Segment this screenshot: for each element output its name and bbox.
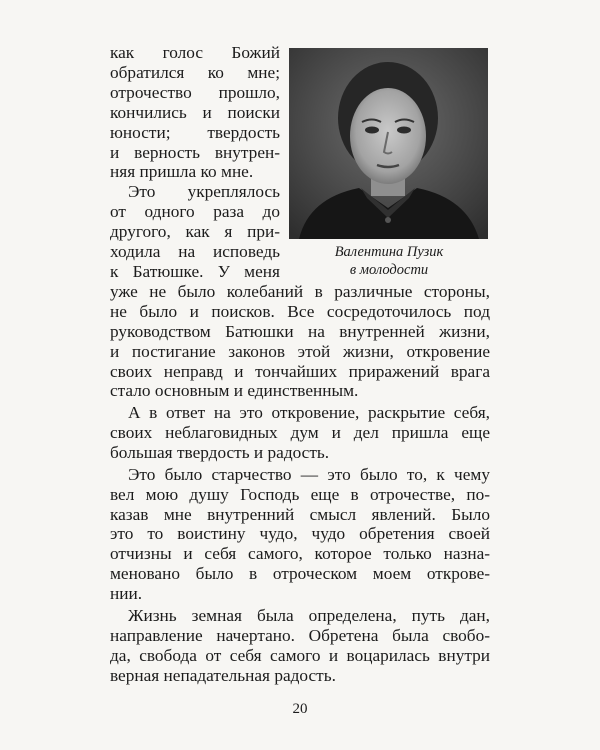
text-line: меновано было в отроческом моем открове- [110,564,490,584]
text-line: Это было старчество — это было то, к чему [128,464,490,484]
text-line: обратился ко мне; [110,62,280,82]
text-line: уже не было колебаний в различные стороны, [110,281,490,301]
text-line: руководством Батюшки на внутренней жизни, [110,321,490,341]
text-line: няя пришла ко мне. [110,162,254,182]
text-line: А в ответ на это откровение, раскрытие себя, [128,403,490,423]
text-line: стало основным и единственным. [110,381,359,401]
text-line: отрочество прошло, [110,82,280,102]
text-line: отчизны и себя самого, которое только назна- [110,544,490,564]
portrait-image [289,48,488,239]
portrait-photo [289,48,488,239]
text-line: не было и поисков. Все сосредоточилось под [110,301,490,321]
text-line: от одного раза до [110,202,280,222]
text-line: кончились и поиски [110,102,280,122]
text-line: юности; твердость [110,122,280,142]
text-line: и верность внутрен- [110,142,280,162]
text-line: ходила на исповедь [110,242,280,262]
text-line: другого, как я при- [110,222,280,242]
text-line: своих неблаговидных дум и дел пришла еще [110,423,490,443]
text-line: большая твердость и радость. [110,443,330,462]
text-line: своих неправд и тончайших приражений врага [110,361,490,381]
text-line: верная непадательная радость. [110,665,336,685]
text-line: и постигание законов этой жизни, откровение [110,341,490,361]
page-number: 20 [292,701,308,717]
text-line: нии. [110,584,143,604]
text-line: Это укреплялось [128,182,280,202]
text-line: это то воистину чудо, чудо обретения своей [110,524,490,544]
text-line: Жизнь земная была определена, путь дан, [128,605,490,625]
photo-caption-line-1: Валентина Пузик [334,244,444,260]
text-line: как голос Божий [110,43,280,62]
photo-caption-line-2: в молодости [349,262,429,278]
text-line: да, свобода от себя самого и воцарилась внутри [110,645,490,665]
text-line: направление начертано. Обретена была свобо- [110,625,490,645]
text-line: казав мне внутренний смысл явлений. Было [110,504,490,524]
text-line: вел мою душу Господь еще в отрочестве, по- [110,484,490,504]
text-line: к Батюшке. У меня [110,262,280,281]
